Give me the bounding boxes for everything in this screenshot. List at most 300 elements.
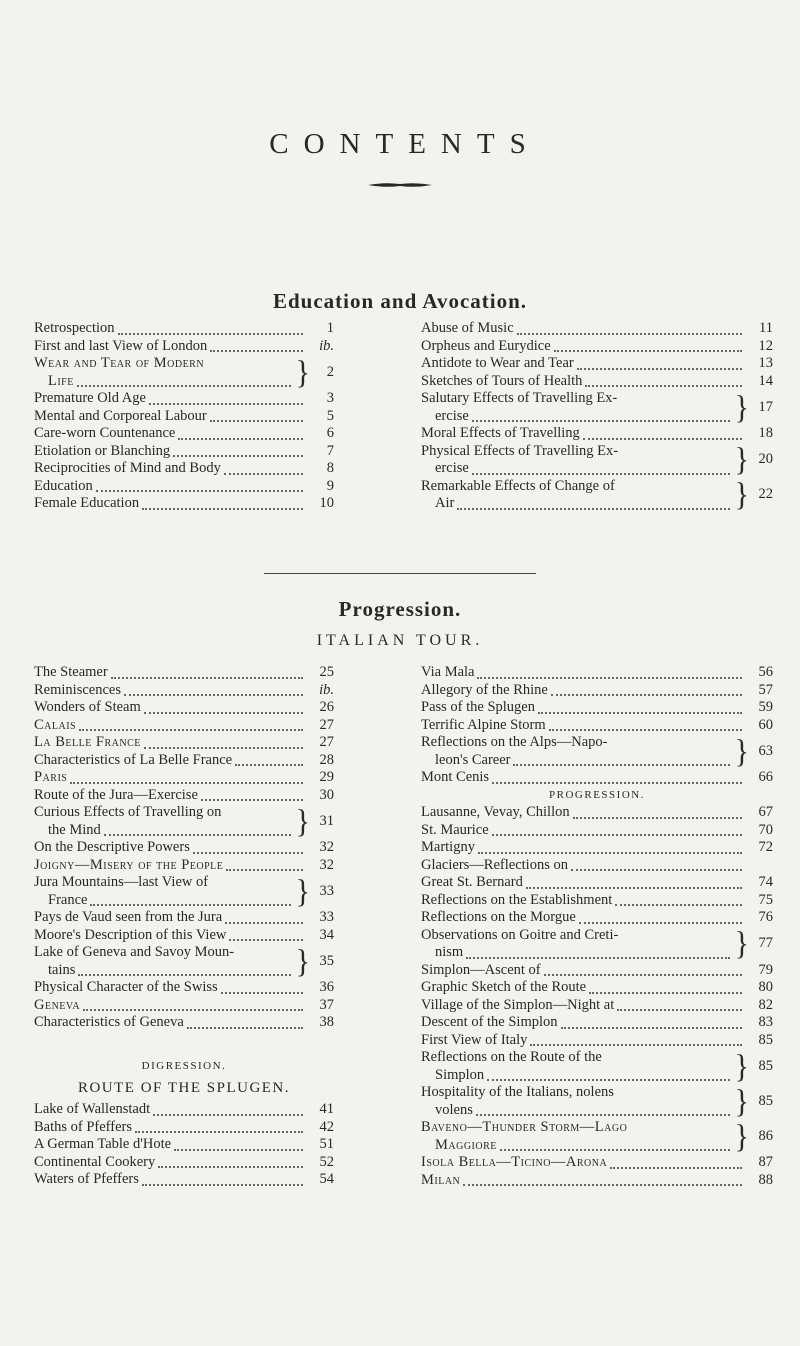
toc-page-number: ib. xyxy=(319,681,334,698)
leader-dots xyxy=(500,1148,730,1151)
leader-dots xyxy=(610,1166,742,1169)
toc-entry xyxy=(421,874,773,892)
toc-entry xyxy=(421,1084,773,1119)
toc-page-number: 36 xyxy=(319,979,334,995)
toc-page-number: 20 xyxy=(758,451,773,468)
toc-entry-title-cont: the Mind xyxy=(48,821,101,838)
leader-dots xyxy=(615,903,742,906)
toc-entry-title: First and last View of London xyxy=(34,337,208,354)
toc-page-number: 85 xyxy=(758,1092,773,1109)
toc-page-number: 82 xyxy=(758,996,773,1013)
section-subheading: PROGRESSION. xyxy=(549,788,645,801)
toc-entry xyxy=(421,804,773,822)
toc-entry-title: Female Education xyxy=(34,495,140,511)
leader-dots xyxy=(561,1026,742,1029)
toc-page-number: 10 xyxy=(319,495,334,511)
toc-entry xyxy=(421,699,773,717)
toc-entry xyxy=(34,979,334,997)
leader-dots xyxy=(492,833,742,836)
leader-dots xyxy=(585,384,742,387)
toc-entry-title-cont: tains xyxy=(48,961,76,978)
leader-dots xyxy=(149,402,303,405)
toc-page-number: 72 xyxy=(758,839,773,855)
progression-heading: Progression. xyxy=(338,597,462,621)
leader-dots xyxy=(96,489,303,492)
leader-dots xyxy=(466,956,729,959)
toc-entry-title: Via Mala xyxy=(421,664,475,680)
leader-dots xyxy=(472,472,730,475)
leader-dots xyxy=(221,991,303,994)
toc-entry-title: Reflections on the Alps—Napo- xyxy=(421,734,608,750)
leader-dots xyxy=(530,1043,742,1046)
leader-dots xyxy=(526,886,742,889)
toc-page-number: 76 xyxy=(758,909,773,925)
leader-dots xyxy=(476,1113,730,1116)
leader-dots xyxy=(173,454,303,457)
leader-dots xyxy=(153,1113,303,1116)
toc-page-number: 67 xyxy=(758,804,773,820)
leader-dots xyxy=(142,507,303,510)
toc-entry-title: Graphic Sketch of the Route xyxy=(421,979,587,995)
toc-entry-title-cont: Air xyxy=(435,495,455,511)
toc-entry xyxy=(421,909,773,927)
toc-entry xyxy=(34,1119,334,1137)
toc-page-number: 1 xyxy=(326,320,334,336)
toc-page-number: 34 xyxy=(319,926,334,943)
toc-entry-title: Wear and Tear of Modern xyxy=(34,355,205,371)
toc-entry xyxy=(421,734,773,769)
toc-entry xyxy=(421,979,773,997)
toc-entry xyxy=(421,1032,773,1050)
toc-entry-title: Baths of Pfeffers xyxy=(34,1118,132,1135)
toc-entry-title: Education xyxy=(34,477,93,494)
toc-page-number: 74 xyxy=(758,874,773,890)
toc-entry-title: Jura Mountains—last View of xyxy=(34,874,209,890)
toc-entry xyxy=(34,355,334,390)
toc-page-number: 54 xyxy=(319,1171,334,1187)
toc-page-number: 17 xyxy=(758,398,773,415)
leader-dots xyxy=(577,367,742,370)
toc-entry-title: Physical Character of the Swiss xyxy=(34,979,218,995)
leader-dots xyxy=(573,816,742,819)
toc-entry-title: Calais xyxy=(34,716,77,733)
toc-entry-title: Milan xyxy=(421,1171,461,1188)
toc-entry-title: Allegory of the Rhine xyxy=(421,681,548,698)
toc-page-number: 57 xyxy=(758,681,773,698)
toc-entry-title: La Belle France xyxy=(34,734,141,750)
spacer xyxy=(34,1032,334,1058)
toc-entry xyxy=(34,1101,334,1119)
toc-entry-title: Abuse of Music xyxy=(421,320,514,336)
toc-entry-title-cont: Life xyxy=(48,372,74,389)
toc-entry-title: Great St. Bernard xyxy=(421,874,523,890)
section-subheading: DIGRESSION. xyxy=(141,1059,227,1072)
leader-dots xyxy=(142,1183,303,1186)
toc-entry-title: The Steamer xyxy=(34,664,108,680)
toc-entry-title: Reciprocities of Mind and Body xyxy=(34,460,221,476)
leader-dots xyxy=(517,332,742,335)
toc-entry xyxy=(421,355,773,373)
toc-entry-title: Retrospection xyxy=(34,320,115,336)
toc-entry xyxy=(421,839,773,857)
toc-entry xyxy=(421,997,773,1015)
toc-page-number: 27 xyxy=(319,734,334,750)
leader-dots xyxy=(235,763,303,766)
toc-page-number: 30 xyxy=(319,786,334,803)
leader-dots xyxy=(135,1130,303,1133)
toc-entry xyxy=(34,734,334,752)
leader-dots xyxy=(549,728,742,731)
toc-entry-continuation xyxy=(421,1102,733,1120)
toc-entry-lines xyxy=(421,734,733,769)
toc-entry-title: On the Descriptive Powers xyxy=(34,839,190,855)
toc-entry-title: Curious Effects of Travelling on xyxy=(34,804,222,820)
brace: } xyxy=(734,1117,749,1155)
toc-page-number: 9 xyxy=(326,477,334,494)
toc-page-number: 27 xyxy=(319,716,334,733)
leader-dots xyxy=(492,781,742,784)
toc-page-number: 63 xyxy=(758,742,773,759)
education-heading: Education and Avocation. xyxy=(272,289,528,313)
leader-dots xyxy=(617,1008,742,1011)
toc-entry-title: Baveno—Thunder Storm—Lago xyxy=(421,1119,628,1135)
leader-dots xyxy=(144,746,303,749)
toc-page-number: 32 xyxy=(319,839,334,855)
toc-entry xyxy=(421,373,773,391)
toc-entry-continuation xyxy=(34,822,294,840)
toc-entry-title: Lake of Geneva and Savoy Moun- xyxy=(34,944,235,960)
toc-entry-title: Mental and Corporeal Labour xyxy=(34,407,207,424)
toc-entry-continuation xyxy=(421,1137,733,1155)
toc-entry xyxy=(421,1172,773,1190)
toc-entry-title: Martigny xyxy=(421,839,475,855)
toc-entry xyxy=(34,682,334,700)
section-subheading: ROUTE OF THE SPLUGEN. xyxy=(77,1080,291,1096)
toc-entry xyxy=(34,769,334,787)
toc-entry xyxy=(421,1014,773,1032)
toc-entry xyxy=(34,460,334,478)
leader-dots xyxy=(477,676,742,679)
toc-entry xyxy=(34,699,334,717)
toc-entry-lines xyxy=(421,443,733,478)
leader-dots xyxy=(104,833,291,836)
brace: } xyxy=(734,1082,749,1120)
toc-page-number: 88 xyxy=(758,1171,773,1188)
toc-page-number: 33 xyxy=(319,909,334,925)
toc-page-number: 28 xyxy=(319,751,334,768)
education-right-column xyxy=(421,320,773,513)
toc-entry-title: Wonders of Steam xyxy=(34,699,141,715)
toc-entry-lines xyxy=(421,1049,733,1084)
leader-dots xyxy=(158,1165,303,1168)
toc-entry xyxy=(34,857,334,875)
leader-dots xyxy=(224,472,303,475)
toc-entry-title: Reminiscences xyxy=(34,681,121,698)
leader-dots xyxy=(187,1026,303,1029)
toc-entry xyxy=(34,1154,334,1172)
leader-dots xyxy=(579,921,742,924)
toc-entry xyxy=(34,927,334,945)
toc-entry-title-cont: France xyxy=(48,891,88,908)
leader-dots xyxy=(178,437,303,440)
toc-entry-title: Simplon—Ascent of xyxy=(421,961,541,978)
toc-entry xyxy=(34,787,334,805)
leader-dots xyxy=(571,868,742,871)
brace: } xyxy=(734,732,749,770)
toc-page-number: 33 xyxy=(319,882,334,899)
toc-entry-title-cont: ercise xyxy=(435,460,469,476)
leader-dots xyxy=(226,868,303,871)
brace: } xyxy=(734,1047,749,1085)
toc-entry-title: Mont Cenis xyxy=(421,769,490,785)
toc-entry xyxy=(421,682,773,700)
toc-entry-title: Terrific Alpine Storm xyxy=(421,716,546,733)
toc-page-number: 13 xyxy=(758,355,773,371)
toc-page-number: 2 xyxy=(326,363,334,380)
toc-entry-continuation xyxy=(34,962,294,980)
toc-page-number: 59 xyxy=(758,699,773,715)
brace: } xyxy=(734,441,749,478)
toc-entry-lines xyxy=(421,1119,733,1154)
toc-page-number: ib. xyxy=(319,337,334,354)
toc-page-number: 77 xyxy=(758,935,773,952)
leader-dots xyxy=(124,693,303,696)
toc-entry xyxy=(34,944,334,979)
toc-entry-title: Pass of the Splugen xyxy=(421,699,535,715)
toc-entry xyxy=(34,874,334,909)
toc-entry-title-cont: leon's Career xyxy=(435,751,511,768)
leader-dots xyxy=(70,781,303,784)
toc-entry xyxy=(421,338,773,356)
toc-entry-lines xyxy=(421,1084,733,1119)
toc-entry xyxy=(34,839,334,857)
toc-entry-title: Pays de Vaud seen from the Jura xyxy=(34,909,223,925)
toc-entry-title: Reflections on the Route of the xyxy=(421,1049,602,1065)
toc-entry-title: Paris xyxy=(34,769,68,785)
toc-entry-lines xyxy=(421,390,733,425)
toc-entry-title-cont: ercise xyxy=(435,407,469,424)
toc-entry xyxy=(421,390,773,425)
toc-entry xyxy=(34,1171,334,1189)
toc-entry-lines xyxy=(34,874,294,909)
toc-page-number: 3 xyxy=(326,390,334,406)
toc-entry-title: Orpheus and Eurydice xyxy=(421,337,551,354)
toc-entry-title: Lake of Wallenstadt xyxy=(34,1101,151,1117)
toc-entry-continuation xyxy=(34,373,294,391)
toc-entry-title: Etiolation or Blanching xyxy=(34,442,171,459)
toc-entry xyxy=(34,390,334,408)
leader-dots xyxy=(210,349,303,352)
toc-entry-title: Hospitality of the Italians, nolens xyxy=(421,1084,614,1100)
toc-page-number: 25 xyxy=(319,664,334,680)
toc-page-number: 79 xyxy=(758,961,773,978)
toc-entry xyxy=(34,804,334,839)
leader-dots xyxy=(554,349,742,352)
toc-entry xyxy=(421,1049,773,1084)
toc-entry xyxy=(34,338,334,356)
toc-entry xyxy=(34,1014,334,1032)
toc-entry xyxy=(34,425,334,443)
toc-entry xyxy=(34,664,334,682)
toc-page-number: 32 xyxy=(319,856,334,873)
toc-entry-title: Lausanne, Vevay, Chillon xyxy=(421,804,570,820)
progression-left-column xyxy=(34,664,334,1189)
toc-entry-title: Characteristics of Geneva xyxy=(34,1014,184,1030)
leader-dots xyxy=(90,903,290,906)
toc-entry xyxy=(34,495,334,513)
toc-entry xyxy=(421,443,773,478)
leader-dots xyxy=(457,507,729,510)
toc-entry-title: First View of Italy xyxy=(421,1031,528,1048)
leader-dots xyxy=(79,728,303,731)
toc-entry-lines xyxy=(421,927,733,962)
toc-entry-title: Descent of the Simplon xyxy=(421,1014,558,1030)
brace: } xyxy=(734,925,749,962)
toc-entry xyxy=(34,1136,334,1154)
toc-entry-title: Route of the Jura—Exercise xyxy=(34,786,198,803)
leader-dots xyxy=(538,711,742,714)
toc-page-number: 75 xyxy=(758,891,773,908)
toc-entry-title: Premature Old Age xyxy=(34,390,146,406)
brace: } xyxy=(295,802,310,840)
toc-page-number: 35 xyxy=(319,952,334,969)
toc-entry-title: Remarkable Effects of Change of xyxy=(421,477,615,494)
leader-dots xyxy=(472,419,730,422)
toc-entry-title: Waters of Pfeffers xyxy=(34,1171,139,1187)
leader-dots xyxy=(78,973,290,976)
leader-dots xyxy=(589,991,742,994)
toc-page-number: 7 xyxy=(326,442,334,459)
toc-page-number: 31 xyxy=(319,812,334,829)
toc-entry xyxy=(421,927,773,962)
toc-page-number: 66 xyxy=(758,769,773,785)
toc-page-number: 5 xyxy=(326,407,334,424)
toc-entry-title: Village of the Simplon—Night at xyxy=(421,996,615,1013)
toc-entry-continuation xyxy=(34,892,294,910)
toc-entry-title: Care-worn Countenance xyxy=(34,425,176,441)
toc-entry xyxy=(421,1154,773,1172)
toc-entry-title: St. Maurice xyxy=(421,821,489,838)
toc-entry-title: Joigny—Misery of the People xyxy=(34,856,224,873)
toc-entry-continuation xyxy=(421,460,733,478)
leader-dots xyxy=(487,1078,729,1081)
leader-dots xyxy=(551,693,742,696)
leader-dots xyxy=(118,332,303,335)
toc-entry xyxy=(34,443,334,461)
toc-entry-title: Characteristics of La Belle France xyxy=(34,751,233,768)
toc-page-number: 38 xyxy=(319,1014,334,1030)
toc-entry-title: Reflections on the Morgue xyxy=(421,909,576,925)
toc-page-number: 83 xyxy=(758,1014,773,1030)
leader-dots xyxy=(583,437,742,440)
toc-page-number: 41 xyxy=(319,1101,334,1117)
toc-entry-title: Glaciers—Reflections on xyxy=(421,856,568,873)
toc-entry-title: Physical Effects of Travelling Ex- xyxy=(421,442,619,459)
leader-dots xyxy=(225,921,303,924)
toc-page-number: 42 xyxy=(319,1118,334,1135)
toc-entry-title-cont: volens xyxy=(435,1101,473,1118)
toc-entry xyxy=(34,717,334,735)
brace: } xyxy=(295,353,310,391)
toc-page-number: 87 xyxy=(758,1154,773,1170)
toc-page-number: 12 xyxy=(758,337,773,354)
leader-dots xyxy=(201,798,303,801)
toc-entry-title: Observations on Goitre and Creti- xyxy=(421,926,619,943)
toc-entry-title-cont: Maggiore xyxy=(435,1136,497,1153)
leader-dots xyxy=(77,384,291,387)
progression-right-column xyxy=(421,664,773,1189)
toc-entry-title: Sketches of Tours of Health xyxy=(421,372,583,389)
leader-dots xyxy=(513,763,729,766)
toc-entry xyxy=(34,478,334,496)
toc-entry-continuation xyxy=(421,752,733,770)
leader-dots xyxy=(144,711,303,714)
toc-entry-continuation xyxy=(421,944,733,962)
toc-entry-title: Moore's Description of this View xyxy=(34,926,227,943)
toc-entry-title: Isola Bella—Ticino—Arona xyxy=(421,1154,608,1170)
toc-entry-title: A German Table d'Hote xyxy=(34,1136,172,1152)
toc-entry xyxy=(421,320,773,338)
toc-page-number: 85 xyxy=(758,1031,773,1048)
leader-dots xyxy=(544,973,742,976)
brace: } xyxy=(734,388,749,426)
section-divider xyxy=(264,573,536,574)
toc-entry xyxy=(34,320,334,338)
toc-entry xyxy=(421,664,773,682)
toc-entry-continuation xyxy=(421,495,733,513)
toc-entry-title: Reflections on the Establishment xyxy=(421,891,613,908)
leader-dots xyxy=(83,1008,303,1011)
toc-page-number: 85 xyxy=(758,1057,773,1074)
toc-entry xyxy=(421,1119,773,1154)
toc-entry xyxy=(421,822,773,840)
toc-entry xyxy=(421,478,773,513)
toc-page-number: 8 xyxy=(326,460,334,476)
toc-page-number: 56 xyxy=(758,664,773,680)
leader-dots xyxy=(229,938,303,941)
toc-page-number: 14 xyxy=(758,372,773,389)
toc-entry-title-cont: Simplon xyxy=(435,1066,485,1083)
toc-page-number: 70 xyxy=(758,821,773,838)
leader-dots xyxy=(111,676,303,679)
toc-entry-lines xyxy=(34,355,294,390)
toc-entry xyxy=(421,769,773,787)
page-title: CONTENTS xyxy=(269,128,541,160)
toc-page-number: 80 xyxy=(758,979,773,995)
education-left-column xyxy=(34,320,334,513)
toc-page-number: 22 xyxy=(758,486,773,503)
toc-entry-title: Moral Effects of Travelling xyxy=(421,425,580,441)
toc-entry-title: Antidote to Wear and Tear xyxy=(421,355,574,371)
toc-page-number: 60 xyxy=(758,716,773,733)
leader-dots xyxy=(478,851,742,854)
toc-page-number: 11 xyxy=(759,320,773,336)
italian-tour-subheading: ITALIAN TOUR. xyxy=(316,632,484,649)
toc-entry xyxy=(421,717,773,735)
toc-entry xyxy=(34,752,334,770)
toc-entry-title: Salutary Effects of Travelling Ex- xyxy=(421,390,618,406)
toc-entry-lines xyxy=(421,478,733,513)
brace: } xyxy=(295,872,310,910)
toc-entry xyxy=(421,962,773,980)
leader-dots xyxy=(193,851,303,854)
leader-dots xyxy=(463,1183,742,1186)
toc-entry xyxy=(34,408,334,426)
toc-page-number: 86 xyxy=(758,1127,773,1144)
toc-page-number: 37 xyxy=(319,996,334,1013)
toc-page-number: 26 xyxy=(319,699,334,715)
toc-entry xyxy=(421,892,773,910)
